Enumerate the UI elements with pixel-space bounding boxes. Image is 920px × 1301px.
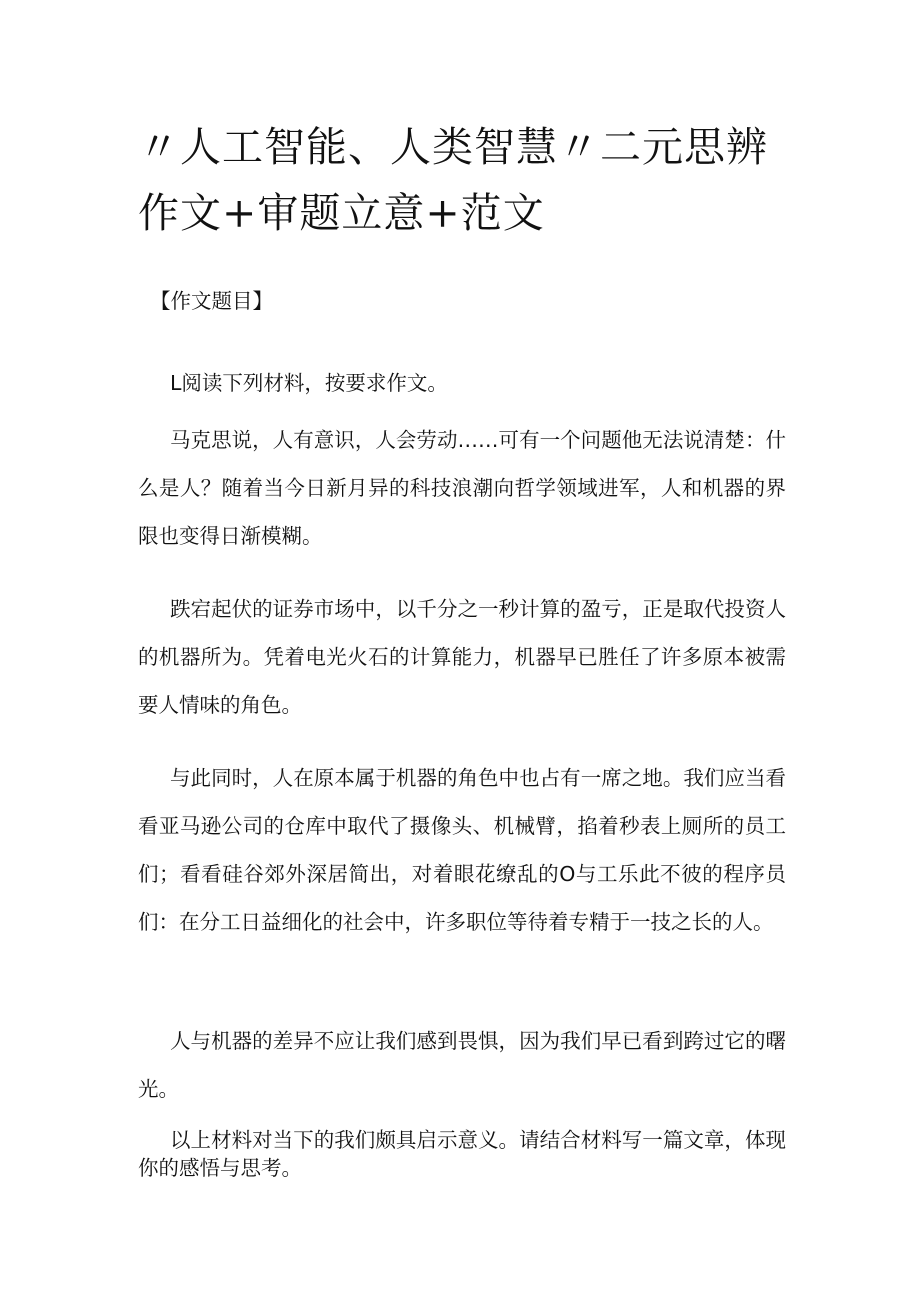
material-paragraph-2: 跌宕起伏的证券市场中，以千分之一秒计算的盈亏，正是取代投资人的机器所为。凭着电光火石的计算能力，机器早已胜任了许多原本被需要人情味的角色。 — [138, 597, 786, 717]
material-paragraph-4: 人与机器的差异不应让我们感到畏惧，因为我们早已看到跨过它的曙光。 — [138, 1029, 786, 1101]
writing-requirement: 以上材料对当下的我们颇具启示意义。请结合材料写一篇文章，体现你的感悟与思考。 — [138, 1128, 786, 1180]
section-heading: 【作文题目】 — [150, 289, 273, 313]
document-title: 〃人工智能、人类智慧〃二元思辨作文+审题立意+范文 — [138, 123, 768, 237]
material-paragraph-1: 马克思说，人有意识，人会劳动……可有一个问题他无法说清楚：什么是人？随着当今日新月异的科技浪潮向哲学领域进军，人和机器的界限也变得日渐模糊。 — [138, 428, 786, 548]
material-paragraph-3: 与此同时，人在原本属于机器的角色中也占有一席之地。我们应当看看亚马逊公司的仓库中取代了摄像头、机械臂，掐着秒表上厕所的员工们；看看硅谷郊外深居简出，对着眼花缭乱的O与工乐此不彼的程序员们：在分工日益细化的社会中，许多职位等待着专精于一技之长的人。 — [138, 766, 786, 934]
instruction-text: L阅读下列材料，按要求作文。 — [170, 371, 448, 395]
